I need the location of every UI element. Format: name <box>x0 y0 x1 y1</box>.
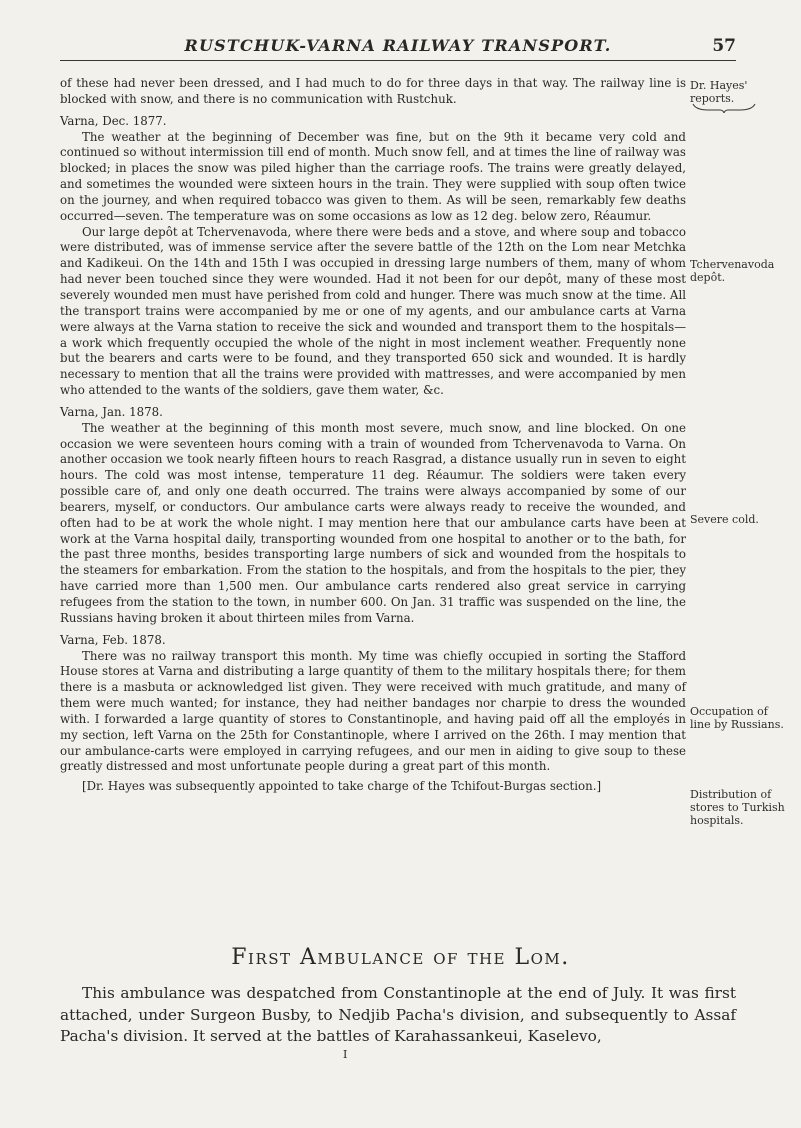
dateline-feb-1878: Varna, Feb. 1878. <box>60 632 166 647</box>
paragraph-february: There was no railway transport this month. My time was chiefly occupied in sorting the Stafford House stores at Varna and distributing a large quantity of them to the military hospitals there; for them there is a masbuta or acknowledged list given. They were received with much gratitude, and many of them were much wanted; for instance, they had neither bandages nor charpie to dress the wounded with. I forwarded a large quantity of stores to Constantinople, and having paid off all the employés in my section, left Varna on the 25th for Constantinople, where I arrived on the 26th. I may mention that our ambulance-carts were employed in carrying refugees, and our men in aiding to give soup to these greatly distressed and most unfortunate people during a great part of this month. <box>60 648 686 774</box>
running-title: RUSTCHUK-VARNA RAILWAY TRANSPORT. <box>184 36 612 55</box>
page-header <box>60 36 736 61</box>
margin-note-occupation: Occupation of line by Russians. <box>690 705 784 731</box>
margin-note-severe-cold: Severe cold. <box>690 513 759 526</box>
signature-mark: I <box>343 1048 348 1061</box>
margin-note-hayes: Dr. Hayes' reports. <box>690 79 748 105</box>
page-number: 57 <box>712 36 736 56</box>
dateline-dec-1877: Varna, Dec. 1877. <box>60 113 167 128</box>
brace-mark <box>692 103 756 113</box>
margin-note-distribution: Distribution of stores to Turkish hospitals. <box>690 788 785 827</box>
paragraph-continued: of these had never been dressed, and I had much to do for three days in that way. The railway line is blocked with snow, and there is no communication with Rustchuk. <box>60 76 686 106</box>
section-paragraph: This ambulance was despatched from Constantinople at the end of July. It was first attached, under Surgeon Busby, to Nedjib Pacha's division, and subsequently to Assaf Pacha's division. It served at the battles of Karahassankeui, Kaselevo, <box>60 984 736 1045</box>
paragraph-depot: Our large depôt at Tchervenavoda, where there were beds and a stove, and where soup and tobacco were distributed, was of immense service after the severe battle of the 12th on the Lom near Metchka and Kadikeui. On the 14th and 15th I was occupied in dressing large numbers of them, many of whom had never been touched since they were wounded. Had it not been for our depôt, many of these most severely wounded men must have perished from cold and hunger. There was much snow at the time. All the transport trains were accompanied by me or one of my agents, and our ambulance carts at Varna were always at the Varna station to receive the sick and wounded and transport them to the hospitals—a work which frequently occupied the whole of the night in most inclement weather. Frequently none but the bearers and carts were to be found, and they transported 650 sick and wounded. It is hardly necessary to mention that all the trains were provided with mattresses, and were accompanied by men who attended to the wants of the soldiers, gave them water, &c. <box>60 224 686 398</box>
editorial-note: [Dr. Hayes was subsequently appointed to take charge of the Tchifout-Burgas section.] <box>82 779 602 794</box>
dateline-jan-1878: Varna, Jan. 1878. <box>60 404 163 419</box>
section-heading: First Ambulance of the Lom. <box>231 945 570 970</box>
paragraph-december: The weather at the beginning of December was fine, but on the 9th it became very cold and continued so without intermission till end of month. Much snow fell, and at times the line of railway was blocked; in places the snow was piled higher than the carriage roofs. The trains were greatly delayed, and sometimes the wounded were sixteen hours in the train. They were supplied with soup often twice on the journey, and when required tobacco was given to them. As will be seen, remarkably few deaths occurred—seven. The temperature was on some occasions as low as 12 deg. below zero, Réaumur. <box>60 129 686 223</box>
body-text <box>60 76 686 795</box>
margin-note-depot: Tchervenavoda depôt. <box>690 258 775 284</box>
paragraph-january: The weather at the beginning of this month most severe, much snow, and line blocked. On one occasion we were seventeen hours coming with a train of wounded from Tchervenavoda to Varna. On another occasion we took nearly fifteen hours to reach Rasgrad, a distance usually run in seven to eight hours. The cold was most intense, temperature 11 deg. Réaumur. The soldiers were taken every possible care of, and only one death occurred. The trains were always accompanied by some of our bearers, myself, or conductors. Our ambulance carts were always ready to receive the wounded, and often had to be at work the whole night. I may mention here that our ambulance carts have been at work at the Varna hospital daily, transporting wounded from one hospital to another or to the bath, for the past three months, besides transporting large numbers of sick and wounded from the hospitals to the steamers for embarkation. From the station to the hospitals, and from the hospitals to the pier, they have carried more than 1,500 men. Our ambulance carts rendered also great service in carrying refugees from the station to the town, in number 600. On Jan. 31 traffic was suspended on the line, the Russians having broken it about thirteen miles from Varna. <box>60 420 686 625</box>
section-text <box>60 983 736 1048</box>
